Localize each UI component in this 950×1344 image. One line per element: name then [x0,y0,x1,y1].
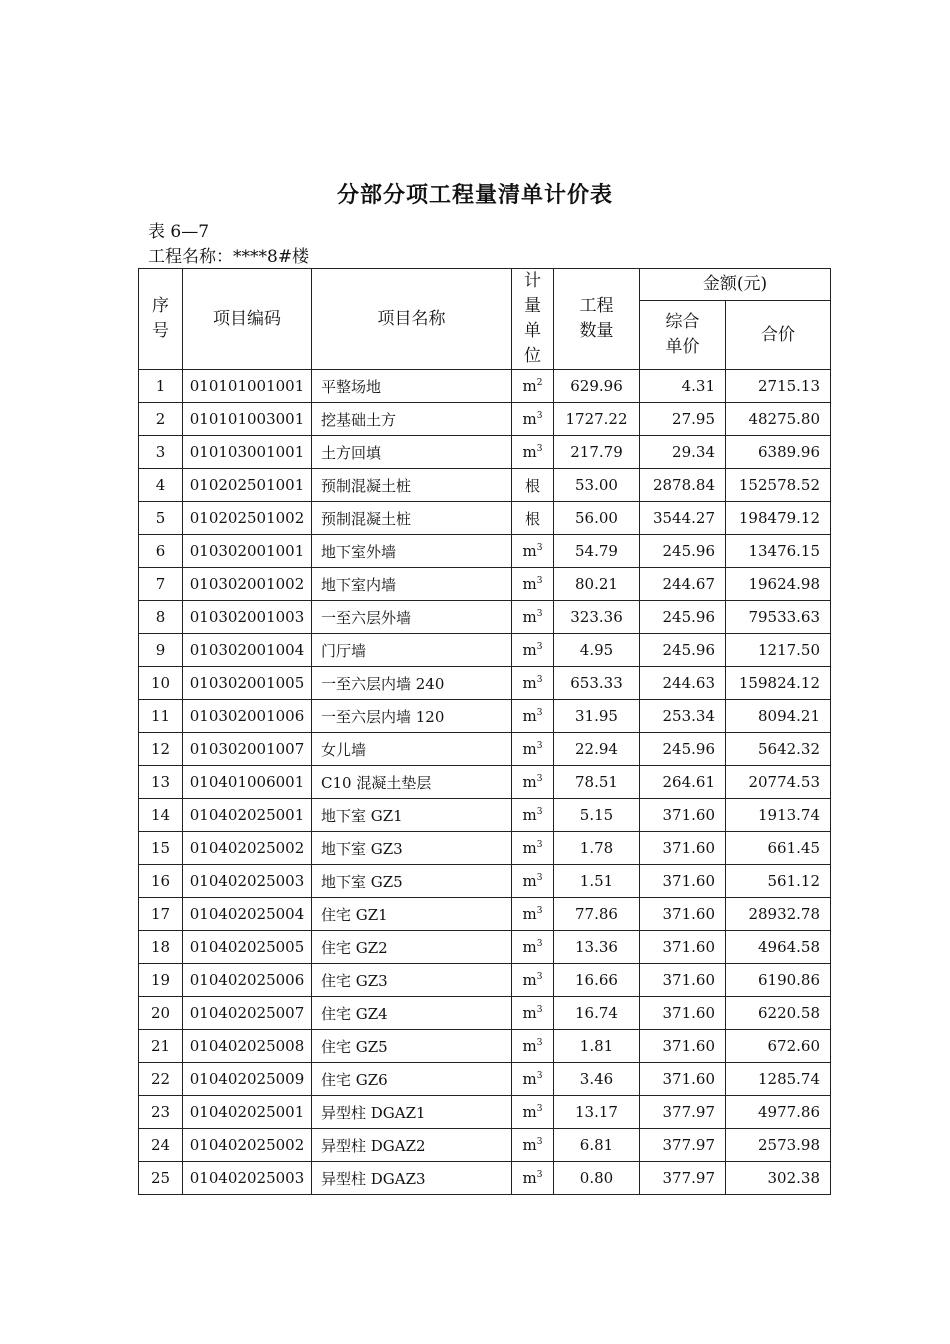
row-unit-price: 371.60 [640,964,726,997]
row-code: 010302001006 [183,700,312,733]
row-unit: $m^3$ [512,766,554,799]
row-code: 010402025002 [183,1129,312,1162]
row-unit-price: 3544.27 [640,502,726,535]
row-seq: 14 [139,799,183,832]
row-seq: 25 [139,1162,183,1195]
row-total: 159824.12 [726,667,831,700]
row-code: 010402025003 [183,865,312,898]
row-unit: $m^3$ [512,535,554,568]
row-unit: $m^3$ [512,1096,554,1129]
row-qty: 1.78 [554,832,640,865]
row-qty: 0.80 [554,1162,640,1195]
table-row [139,832,831,865]
row-unit-price: 371.60 [640,865,726,898]
row-name: 异型柱 DGAZ2 [312,1129,512,1162]
row-unit: $m^3$ [512,931,554,964]
row-name: 住宅 GZ1 [312,898,512,931]
row-code: 010302001001 [183,535,312,568]
table-row [139,601,831,634]
row-seq: 6 [139,535,183,568]
row-unit-price: 253.34 [640,700,726,733]
row-total: 1285.74 [726,1063,831,1096]
row-code: 010302001007 [183,733,312,766]
header-total: 合价 [726,300,831,369]
row-qty: 54.79 [554,535,640,568]
row-unit: 根 [512,469,554,502]
row-total: 302.38 [726,1162,831,1195]
row-unit: $m^2$ [512,370,554,403]
header-qty: 工程 数量 [554,269,640,370]
row-unit: $m^3$ [512,898,554,931]
row-unit: $m^3$ [512,700,554,733]
row-seq: 9 [139,634,183,667]
row-name: 平整场地 [312,370,512,403]
row-code: 010402025001 [183,1096,312,1129]
row-unit: $m^3$ [512,568,554,601]
row-unit: $m^3$ [512,865,554,898]
row-code: 010302001002 [183,568,312,601]
row-unit: 根 [512,502,554,535]
row-seq: 16 [139,865,183,898]
row-total: 561.12 [726,865,831,898]
row-qty: 80.21 [554,568,640,601]
row-unit: $m^3$ [512,634,554,667]
row-seq: 4 [139,469,183,502]
table-row [139,766,831,799]
row-total: 48275.80 [726,403,831,436]
table-row [139,436,831,469]
row-code: 010402025002 [183,832,312,865]
row-name: 预制混凝土桩 [312,502,512,535]
row-seq: 21 [139,1030,183,1063]
table-row [139,865,831,898]
row-code: 010402025008 [183,1030,312,1063]
row-unit-price: 371.60 [640,832,726,865]
row-code: 010402025006 [183,964,312,997]
table-row [139,667,831,700]
row-qty: 22.94 [554,733,640,766]
row-seq: 15 [139,832,183,865]
table-row [139,568,831,601]
row-total: 79533.63 [726,601,831,634]
row-seq: 1 [139,370,183,403]
row-unit-price: 377.97 [640,1162,726,1195]
row-unit-price: 371.60 [640,898,726,931]
row-unit-price: 377.97 [640,1096,726,1129]
row-unit: $m^3$ [512,1129,554,1162]
row-code: 010401006001 [183,766,312,799]
row-total: 198479.12 [726,502,831,535]
row-code: 010103001001 [183,436,312,469]
row-qty: 77.86 [554,898,640,931]
row-seq: 22 [139,1063,183,1096]
row-name: 一至六层内墙 240 [312,667,512,700]
row-name: 地下室外墙 [312,535,512,568]
row-name: 住宅 GZ6 [312,1063,512,1096]
row-name: 预制混凝土桩 [312,469,512,502]
row-unit: $m^3$ [512,667,554,700]
row-total: 8094.21 [726,700,831,733]
row-qty: 6.81 [554,1129,640,1162]
row-unit-price: 264.61 [640,766,726,799]
row-code: 010402025009 [183,1063,312,1096]
row-total: 4964.58 [726,931,831,964]
row-code: 010402025004 [183,898,312,931]
row-name: 异型柱 DGAZ1 [312,1096,512,1129]
row-name: 土方回填 [312,436,512,469]
row-total: 6220.58 [726,997,831,1030]
row-total: 661.45 [726,832,831,865]
row-total: 1217.50 [726,634,831,667]
row-qty: 629.96 [554,370,640,403]
table-row [139,403,831,436]
row-total: 28932.78 [726,898,831,931]
row-unit-price: 244.67 [640,568,726,601]
row-qty: 653.33 [554,667,640,700]
table-row [139,502,831,535]
row-unit: $m^3$ [512,436,554,469]
row-qty: 13.36 [554,931,640,964]
row-qty: 16.74 [554,997,640,1030]
row-seq: 7 [139,568,183,601]
row-qty: 217.79 [554,436,640,469]
row-total: 2573.98 [726,1129,831,1162]
row-seq: 3 [139,436,183,469]
row-qty: 78.51 [554,766,640,799]
row-code: 010202501001 [183,469,312,502]
row-seq: 18 [139,931,183,964]
row-name: 住宅 GZ4 [312,997,512,1030]
row-unit: $m^3$ [512,733,554,766]
row-seq: 13 [139,766,183,799]
row-total: 6190.86 [726,964,831,997]
row-code: 010302001003 [183,601,312,634]
row-code: 010101003001 [183,403,312,436]
row-name: 异型柱 DGAZ3 [312,1162,512,1195]
header-name: 项目名称 [312,269,512,370]
table-body [139,370,831,1195]
row-unit-price: 27.95 [640,403,726,436]
row-unit-price: 377.97 [640,1129,726,1162]
row-unit-price: 245.96 [640,733,726,766]
row-name: 女儿墙 [312,733,512,766]
row-seq: 11 [139,700,183,733]
table-row [139,1063,831,1096]
row-unit-price: 4.31 [640,370,726,403]
row-seq: 5 [139,502,183,535]
row-unit: $m^3$ [512,403,554,436]
row-code: 010402025001 [183,799,312,832]
row-code: 010402025005 [183,931,312,964]
row-qty: 1.51 [554,865,640,898]
row-seq: 17 [139,898,183,931]
row-name: 挖基础土方 [312,403,512,436]
table-row [139,799,831,832]
table-row [139,370,831,403]
table-row [139,1096,831,1129]
table-row [139,1030,831,1063]
row-unit-price: 371.60 [640,1063,726,1096]
row-total: 20774.53 [726,766,831,799]
header-code: 项目编码 [183,269,312,370]
row-code: 010402025003 [183,1162,312,1195]
row-unit: $m^3$ [512,1063,554,1096]
table-row [139,964,831,997]
row-qty: 3.46 [554,1063,640,1096]
row-unit-price: 245.96 [640,601,726,634]
row-seq: 12 [139,733,183,766]
row-total: 152578.52 [726,469,831,502]
header-amount: 金额(元) [640,269,831,301]
row-qty: 5.15 [554,799,640,832]
row-unit: $m^3$ [512,799,554,832]
row-name: 一至六层外墙 [312,601,512,634]
table-row [139,997,831,1030]
row-qty: 16.66 [554,964,640,997]
row-name: 门厅墙 [312,634,512,667]
row-qty: 1727.22 [554,403,640,436]
row-total: 2715.13 [726,370,831,403]
row-total: 672.60 [726,1030,831,1063]
row-qty: 56.00 [554,502,640,535]
row-qty: 53.00 [554,469,640,502]
row-seq: 19 [139,964,183,997]
row-total: 6389.96 [726,436,831,469]
table-row [139,469,831,502]
row-code: 010402025007 [183,997,312,1030]
row-name: 地下室 GZ3 [312,832,512,865]
row-name: 住宅 GZ2 [312,931,512,964]
header-unit-price: 综合 单价 [640,300,726,369]
row-unit: $m^3$ [512,832,554,865]
row-total: 5642.32 [726,733,831,766]
row-seq: 8 [139,601,183,634]
row-name: 地下室内墙 [312,568,512,601]
table-row [139,733,831,766]
row-seq: 2 [139,403,183,436]
row-qty: 1.81 [554,1030,640,1063]
row-code: 010202501002 [183,502,312,535]
row-unit: $m^3$ [512,964,554,997]
table-row [139,634,831,667]
pricing-table [138,268,831,1195]
row-qty: 4.95 [554,634,640,667]
page-title: 分部分项工程量清单计价表 [336,183,613,208]
row-name: 住宅 GZ5 [312,1030,512,1063]
table-number: 表 6—7 [148,222,210,242]
row-seq: 23 [139,1096,183,1129]
row-unit-price: 245.96 [640,535,726,568]
table-row [139,1162,831,1195]
row-name: 地下室 GZ1 [312,799,512,832]
row-unit-price: 371.60 [640,997,726,1030]
row-qty: 13.17 [554,1096,640,1129]
row-unit-price: 29.34 [640,436,726,469]
table-row [139,700,831,733]
row-unit-price: 245.96 [640,634,726,667]
row-qty: 323.36 [554,601,640,634]
row-qty: 31.95 [554,700,640,733]
row-total: 4977.86 [726,1096,831,1129]
header-seq: 序 号 [139,269,183,370]
row-unit-price: 244.63 [640,667,726,700]
row-total: 13476.15 [726,535,831,568]
row-total: 19624.98 [726,568,831,601]
row-unit-price: 2878.84 [640,469,726,502]
table-row [139,535,831,568]
row-unit: $m^3$ [512,997,554,1030]
row-code: 010302001005 [183,667,312,700]
row-name: 地下室 GZ5 [312,865,512,898]
project-name: 工程名称：****8#楼 [148,247,310,267]
table-row [139,898,831,931]
row-unit: $m^3$ [512,601,554,634]
row-unit-price: 371.60 [640,931,726,964]
header-unit: 计 量 单 位 [512,269,554,370]
table-row [139,931,831,964]
row-code: 010101001001 [183,370,312,403]
row-seq: 24 [139,1129,183,1162]
row-unit: $m^3$ [512,1162,554,1195]
row-seq: 20 [139,997,183,1030]
row-unit-price: 371.60 [640,1030,726,1063]
row-total: 1913.74 [726,799,831,832]
row-name: 一至六层内墙 120 [312,700,512,733]
row-unit-price: 371.60 [640,799,726,832]
row-name: 住宅 GZ3 [312,964,512,997]
table-row [139,1129,831,1162]
row-seq: 10 [139,667,183,700]
row-name: C10 混凝土垫层 [312,766,512,799]
row-code: 010302001004 [183,634,312,667]
row-unit: $m^3$ [512,1030,554,1063]
